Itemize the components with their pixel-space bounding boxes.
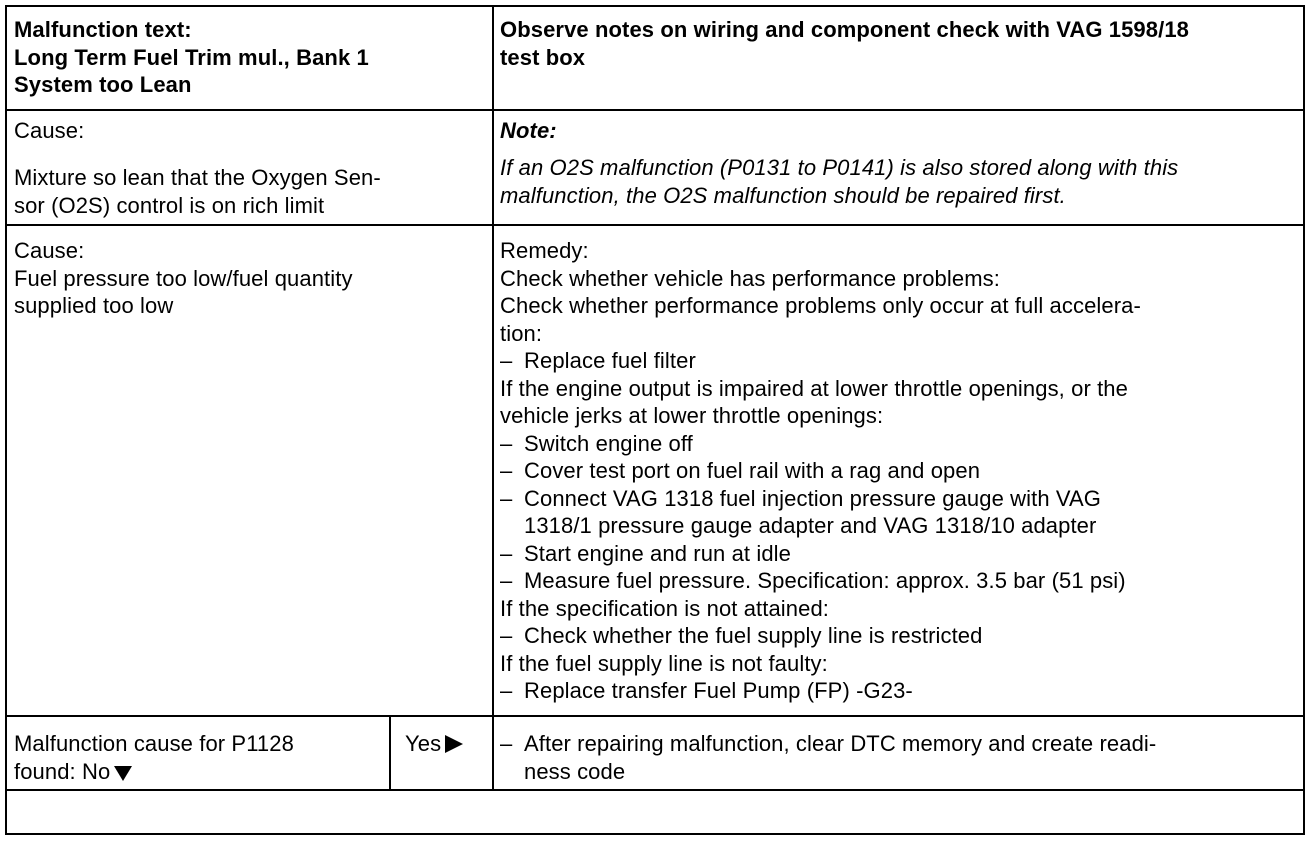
rule-top: [5, 5, 1305, 7]
row2-remedy-label: Remedy:: [500, 238, 589, 263]
empty-footer-row: [7, 791, 1303, 833]
remedy-line-text: Check whether performance problems only occur at full accelera-: [500, 293, 1141, 318]
row3-dash: –: [500, 731, 513, 756]
row3-cause-line2-wrap: [14, 758, 132, 786]
remedy-line-text: Check whether the fuel supply line is restricted: [524, 623, 983, 648]
yes-label: Yes: [405, 731, 442, 756]
row1-cause-line1: Mixture so lean that the Oxygen Sen-: [14, 165, 381, 190]
remedy-line-text: Measure fuel pressure. Specification: approx. 3.5 bar (51 psi): [524, 568, 1126, 593]
remedy-step-item: [500, 677, 913, 705]
header-malfunction-detail: System too Lean: [14, 72, 192, 97]
remedy-step-item: [500, 622, 982, 650]
row1-note-label: Note:: [500, 118, 557, 143]
remedy-line-text: If the fuel supply line is not faulty:: [500, 650, 828, 676]
step-dash: –: [500, 678, 513, 703]
remedy-text-line: [500, 265, 1000, 293]
remedy-text-line: [500, 650, 828, 678]
remedy-step-item: [500, 457, 980, 485]
remedy-step-item: [500, 485, 1101, 513]
remedy-line-text: tion:: [500, 320, 543, 346]
header-notes-line2: test box: [500, 44, 586, 70]
step-dash: –: [500, 568, 513, 593]
rule-yes-divider: [389, 715, 391, 791]
remedy-step-item: [500, 567, 1126, 595]
rule-middle: [492, 5, 494, 791]
remedy-text-line: [500, 292, 1141, 320]
arrow-right-icon: [445, 735, 463, 753]
remedy-line-text: Switch engine off: [524, 430, 693, 456]
row2-cause-line2: supplied too low: [14, 293, 174, 318]
remedy-line-text: If the specification is not attained:: [500, 595, 830, 621]
remedy-step-item: [500, 540, 791, 568]
rule-row1-bottom: [5, 224, 1305, 226]
rule-bottom: [5, 833, 1305, 835]
remedy-text-line: [500, 375, 1128, 403]
step-dash: –: [500, 623, 513, 648]
header-malfunction-name: Long Term Fuel Trim mul., Bank 1: [14, 44, 369, 70]
header-title-label: Malfunction text:: [14, 17, 192, 42]
row3-remedy-line2: [500, 758, 625, 786]
remedy-text-line: [500, 402, 883, 430]
remedy-step-item: [500, 347, 696, 375]
row1-note-line2: malfunction, the O2S malfunction should be repaired first.: [500, 182, 1066, 208]
remedy-text-line: [500, 512, 1096, 540]
step-dash: –: [500, 458, 513, 483]
remedy-line-text: Cover test port on fuel rail with a rag and open: [524, 458, 981, 483]
rule-row2-bottom: [5, 715, 1305, 717]
remedy-text-line: [500, 595, 829, 623]
step-dash: –: [500, 540, 513, 566]
row1-cause-label: Cause:: [14, 118, 85, 143]
arrow-down-icon: [114, 766, 132, 781]
rule-right: [1303, 5, 1305, 835]
row3-cause-line1: Malfunction cause for P1128: [14, 731, 294, 756]
step-dash: –: [500, 485, 513, 511]
header-notes-line1: Observe notes on wiring and component check with VAG 1598/18: [500, 17, 1189, 42]
remedy-line-text: 1318/1 pressure gauge adapter and VAG 1318/10 adapter: [524, 513, 1097, 538]
yes-branch-wrap: [405, 730, 463, 758]
row3-remedy-line1: [500, 730, 1156, 758]
remedy-step-item: [500, 430, 693, 458]
remedy-text-line: [500, 320, 542, 348]
remedy-line-text: Replace fuel filter: [524, 348, 696, 373]
step-dash: –: [500, 430, 513, 456]
row3-remedy-text1: After repairing malfunction, clear DTC memory and create readi-: [524, 731, 1157, 756]
row3-remedy-text2: ness code: [524, 758, 626, 784]
remedy-line-text: vehicle jerks at lower throttle openings:: [500, 403, 884, 428]
remedy-line-text: Connect VAG 1318 fuel injection pressure gauge with VAG: [524, 485, 1102, 511]
row2-cause-label: Cause:: [14, 238, 85, 263]
remedy-line-text: If the engine output is impaired at lower throttle openings, or the: [500, 375, 1128, 401]
row1-cause-line2: sor (O2S) control is on rich limit: [14, 192, 325, 218]
row3-cause-line2: found: No: [14, 758, 111, 784]
step-dash: –: [500, 348, 513, 373]
remedy-line-text: Replace transfer Fuel Pump (FP) -G23-: [524, 678, 913, 703]
remedy-line-text: Start engine and run at idle: [524, 540, 791, 566]
rule-header-bottom: [5, 109, 1305, 111]
rule-left: [5, 5, 7, 835]
row2-cause-line1: Fuel pressure too low/fuel quantity: [14, 265, 353, 291]
remedy-line-text: Check whether vehicle has performance problems:: [500, 265, 1000, 291]
row1-note-line1: If an O2S malfunction (P0131 to P0141) is also stored along with this: [500, 155, 1179, 180]
